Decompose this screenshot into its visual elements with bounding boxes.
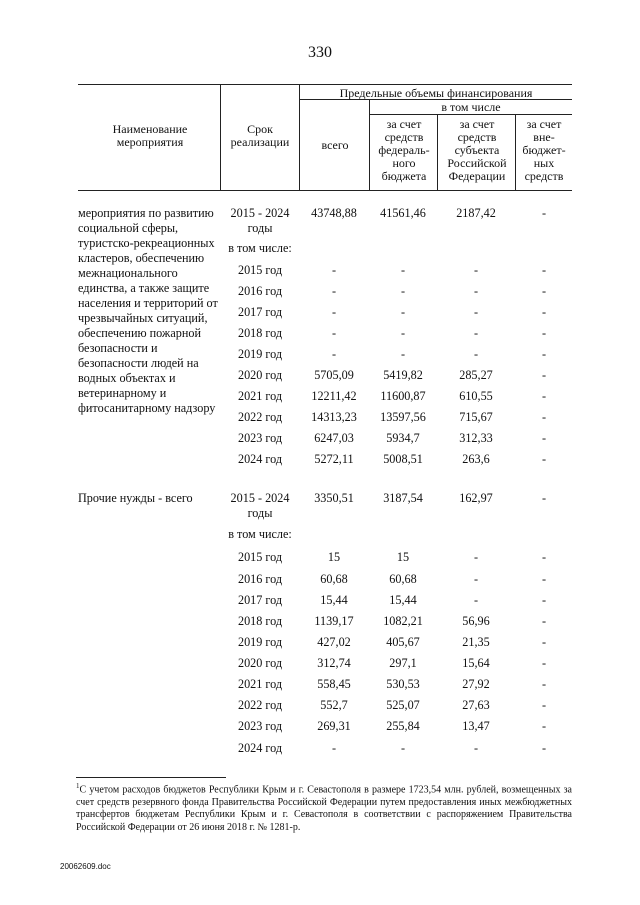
- extrabudget-cell: -: [541, 368, 547, 382]
- section-title: мероприятия по развитию социальной сферы, туристско-рекреационных кластеров, обеспечению межнационального единства, а также защите населения и территорий от чрезвычайных ситуаций, обеспечению пожарной безопасности и безопасности людей на водных объектах и ветеринарному и фитосанитарному надзору: [78, 206, 218, 415]
- including-subheader: в том числе:: [228, 527, 292, 541]
- extrabudget-cell: -: [541, 635, 547, 649]
- header-divider-5: [515, 114, 516, 190]
- federal-cell: 11600,87: [380, 389, 426, 403]
- total-cell: 269,31: [317, 719, 351, 733]
- federal-cell: 525,07: [386, 698, 420, 712]
- year-cell: 2024 год: [237, 741, 283, 755]
- federal-cell: 5419,82: [383, 368, 423, 382]
- federal-cell: 60,68: [389, 572, 417, 586]
- year-cell: 2019 год: [237, 347, 283, 361]
- year-cell: 2022 год: [237, 698, 283, 712]
- total-cell: 427,02: [317, 635, 351, 649]
- extrabudget-cell: -: [541, 698, 547, 712]
- total-cell: -: [331, 326, 337, 340]
- extrabudget-cell: -: [541, 431, 547, 445]
- total-cell: 5272,11: [314, 452, 354, 466]
- regional-cell: -: [473, 326, 479, 340]
- header-total: всего: [321, 138, 349, 152]
- extrabudget-cell: -: [541, 326, 547, 340]
- regional-cell: 263,6: [462, 452, 490, 466]
- extrabudget-cell: -: [541, 389, 547, 403]
- year-cell: 2018 год: [237, 326, 283, 340]
- regional-cell: 312,33: [459, 431, 493, 445]
- header-regional: за счет средств субъекта Российской Федерации: [447, 117, 507, 183]
- year-cell: 2019 год: [237, 635, 283, 649]
- header-divider-1: [220, 84, 221, 190]
- federal-cell: 3187,54: [383, 491, 423, 505]
- extrabudget-cell: -: [541, 572, 547, 586]
- extrabudget-cell: -: [541, 550, 547, 564]
- total-cell: 12211,42: [311, 389, 357, 403]
- header-funding: Предельные объемы финансирования: [339, 86, 533, 100]
- document-id: 20062609.doc: [60, 862, 111, 871]
- federal-cell: -: [400, 741, 406, 755]
- header-including: в том числе: [441, 100, 501, 114]
- total-cell: -: [331, 305, 337, 319]
- total-cell: 312,74: [317, 656, 351, 670]
- total-cell: 3350,51: [314, 491, 354, 505]
- total-cell: 43748,88: [311, 206, 357, 220]
- regional-cell: -: [473, 741, 479, 755]
- header-name: Наименование мероприятия: [112, 122, 188, 149]
- footnote-marker: 1: [76, 782, 80, 790]
- total-cell: 558,45: [317, 677, 351, 691]
- year-cell: 2024 год: [237, 452, 283, 466]
- federal-cell: -: [400, 326, 406, 340]
- total-cell: 552,7: [320, 698, 348, 712]
- regional-cell: -: [473, 347, 479, 361]
- header-term: Срок реализации: [230, 122, 290, 149]
- header-divider-3: [369, 99, 370, 190]
- federal-cell: -: [400, 263, 406, 277]
- year-cell: 2016 год: [237, 572, 283, 586]
- footnote-rule: [76, 777, 226, 778]
- total-cell: -: [331, 347, 337, 361]
- extrabudget-cell: -: [541, 263, 547, 277]
- regional-cell: 21,35: [462, 635, 490, 649]
- header-federal: за счет средств федераль- ного бюджета: [378, 117, 430, 183]
- header-top-rule: [78, 84, 572, 85]
- regional-cell: 610,55: [459, 389, 493, 403]
- extrabudget-cell: -: [541, 614, 547, 628]
- year-cell: 2017 год: [237, 593, 283, 607]
- extrabudget-cell: -: [541, 593, 547, 607]
- extrabudget-cell: -: [541, 656, 547, 670]
- federal-cell: -: [400, 284, 406, 298]
- term-cell: 2015 - 2024 годы: [230, 206, 290, 235]
- regional-cell: 13,47: [462, 719, 490, 733]
- regional-cell: 15,64: [462, 656, 490, 670]
- extrabudget-cell: -: [541, 206, 547, 220]
- year-cell: 2020 год: [237, 368, 283, 382]
- year-cell: 2023 год: [237, 431, 283, 445]
- extrabudget-cell: -: [541, 284, 547, 298]
- year-cell: 2015 год: [237, 550, 283, 564]
- total-cell: 1139,17: [314, 614, 354, 628]
- year-cell: 2020 год: [237, 656, 283, 670]
- term-cell: 2015 - 2024 годы: [230, 491, 290, 520]
- extrabudget-cell: -: [541, 741, 547, 755]
- total-cell: 15: [327, 550, 341, 564]
- section-title: Прочие нужды - всего: [78, 491, 193, 505]
- extrabudget-cell: -: [541, 305, 547, 319]
- including-subheader: в том числе:: [228, 241, 292, 255]
- total-cell: 5705,09: [314, 368, 354, 382]
- regional-cell: -: [473, 263, 479, 277]
- federal-cell: 405,67: [386, 635, 420, 649]
- regional-cell: 27,92: [462, 677, 490, 691]
- regional-cell: -: [473, 593, 479, 607]
- regional-cell: -: [473, 284, 479, 298]
- year-cell: 2016 год: [237, 284, 283, 298]
- federal-cell: 255,84: [386, 719, 420, 733]
- year-cell: 2018 год: [237, 614, 283, 628]
- federal-cell: -: [400, 347, 406, 361]
- footnote-text: С учетом расходов бюджетов Республики Крым и г. Севастополя в размере 1723,54 млн. рублей, возмещенных за счет средств резервного фонда Правительства Российской Федерации путем предоставления иных межбюджетных трансфертов бюджетам Республики Крым и г. Севастополя в соответствии с распоряжением Правительства Российской Федерации от 26 июня 2018 г. № 1281-р.: [76, 784, 572, 833]
- header-divider-4: [437, 114, 438, 190]
- federal-cell: 297,1: [389, 656, 417, 670]
- federal-cell: 41561,46: [380, 206, 426, 220]
- total-cell: 15,44: [320, 593, 348, 607]
- extrabudget-cell: -: [541, 491, 547, 505]
- regional-cell: -: [473, 305, 479, 319]
- year-cell: 2017 год: [237, 305, 283, 319]
- page-number: 330: [308, 44, 332, 61]
- header-divider-2: [299, 84, 300, 190]
- regional-cell: 715,67: [459, 410, 493, 424]
- extrabudget-cell: -: [541, 719, 547, 733]
- total-cell: 14313,23: [311, 410, 357, 424]
- federal-cell: 530,53: [386, 677, 420, 691]
- total-cell: -: [331, 263, 337, 277]
- federal-cell: 15,44: [389, 593, 417, 607]
- federal-cell: 15: [396, 550, 410, 564]
- header-bottom-rule: [78, 190, 572, 191]
- regional-cell: 56,96: [462, 614, 490, 628]
- total-cell: -: [331, 284, 337, 298]
- year-cell: 2023 год: [237, 719, 283, 733]
- extrabudget-cell: -: [541, 677, 547, 691]
- regional-cell: 162,97: [459, 491, 493, 505]
- header-including-rule: [370, 114, 572, 115]
- regional-cell: 285,27: [459, 368, 493, 382]
- extrabudget-cell: -: [541, 410, 547, 424]
- year-cell: 2015 год: [237, 263, 283, 277]
- year-cell: 2022 год: [237, 410, 283, 424]
- federal-cell: 5934,7: [386, 431, 420, 445]
- extrabudget-cell: -: [541, 347, 547, 361]
- footnote: [76, 780, 572, 834]
- federal-cell: 13597,56: [380, 410, 426, 424]
- year-cell: 2021 год: [237, 677, 283, 691]
- regional-cell: -: [473, 550, 479, 564]
- total-cell: -: [331, 741, 337, 755]
- regional-cell: 27,63: [462, 698, 490, 712]
- header-extrabudget: за счет вне- бюджет- ных средств: [522, 117, 566, 183]
- regional-cell: -: [473, 572, 479, 586]
- federal-cell: 5008,51: [383, 452, 423, 466]
- regional-cell: 2187,42: [456, 206, 496, 220]
- federal-cell: 1082,21: [383, 614, 423, 628]
- total-cell: 6247,03: [314, 431, 354, 445]
- total-cell: 60,68: [320, 572, 348, 586]
- year-cell: 2021 год: [237, 389, 283, 403]
- extrabudget-cell: -: [541, 452, 547, 466]
- federal-cell: -: [400, 305, 406, 319]
